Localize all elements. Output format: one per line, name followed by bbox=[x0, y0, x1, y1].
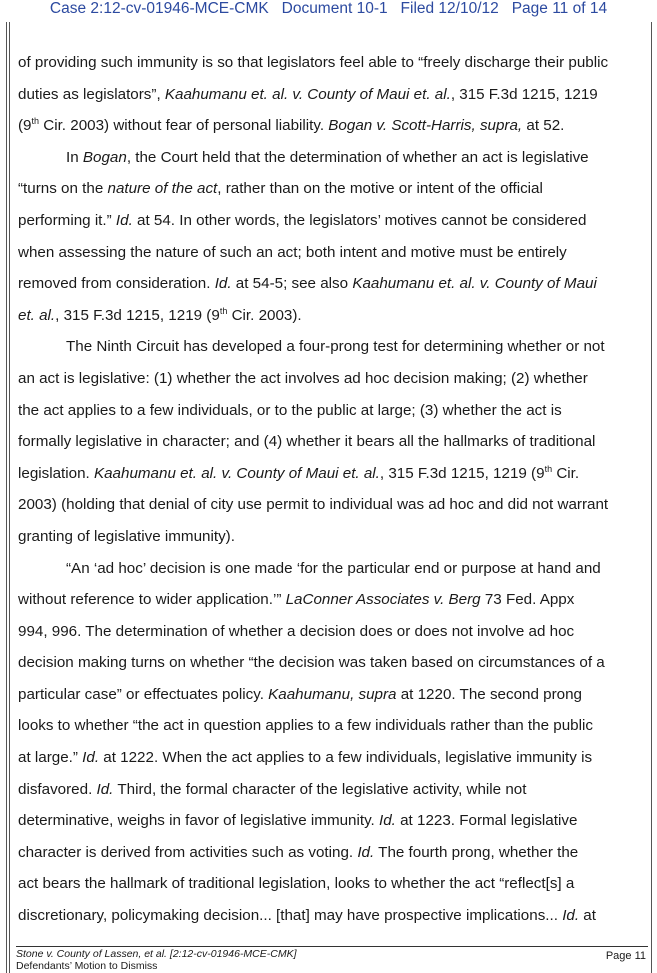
text-line bbox=[18, 710, 648, 742]
text-line bbox=[18, 458, 648, 490]
italic-citation: Bogan bbox=[82, 148, 127, 166]
text-line bbox=[18, 268, 648, 300]
text-run: when assessing the nature of such an act; both intent and motive must be entirely bbox=[18, 243, 567, 261]
italic-citation: LaConner Associates v. Berg bbox=[285, 591, 481, 609]
italic-citation: Kaahumanu et. al. v. County of Maui bbox=[352, 275, 597, 293]
text-line bbox=[18, 553, 648, 585]
text-run: at bbox=[579, 907, 596, 925]
text-line bbox=[18, 237, 648, 269]
text-run: looks to whether “the act in question applies to a few individuals rather than the public bbox=[18, 717, 593, 735]
text-run: “turns on the bbox=[18, 180, 108, 198]
text-run: formally legislative in character; and (4) whether it bears all the hallmarks of traditional bbox=[18, 433, 596, 451]
text-run: act bears the hallmark of traditional legislation, looks to whether the act “reflect[s] a bbox=[18, 875, 575, 893]
text-run: the act applies to a few individuals, or to the public at large; (3) whether the act is bbox=[18, 401, 562, 419]
text-line bbox=[18, 395, 648, 427]
text-run: , 315 F.3d 1215, 1219 bbox=[450, 85, 598, 103]
text-line bbox=[18, 742, 648, 774]
text-run: at 1222. When the act applies to a few individuals, legislative immunity is bbox=[99, 749, 593, 767]
text-line bbox=[18, 331, 648, 363]
text-run: at 1223. Formal legislative bbox=[395, 812, 578, 830]
text-run: determinative, weighs in favor of legislative immunity. bbox=[18, 812, 379, 830]
text-run: Cir. bbox=[552, 464, 580, 482]
page-footer bbox=[16, 948, 648, 972]
text-run: disfavored. bbox=[18, 780, 97, 798]
italic-citation: Kaahumanu et. al. v. County of Maui et. al. bbox=[93, 464, 380, 482]
text-run: (9 bbox=[18, 117, 32, 135]
header-page: Page 11 of 14 bbox=[511, 0, 608, 17]
text-run: particular case” or effectuates policy. bbox=[18, 685, 269, 703]
text-line bbox=[18, 173, 648, 205]
text-run: The fourth prong, whether the bbox=[374, 843, 579, 861]
text-line bbox=[18, 521, 648, 553]
text-line bbox=[18, 205, 648, 237]
text-line bbox=[18, 363, 648, 395]
footer-case-citation: Stone v. County of Lassen, et al. [2:12-cv-01946-MCE-CMK] bbox=[16, 948, 297, 960]
text-line bbox=[18, 774, 648, 806]
text-run: decision making turns on whether “the decision was taken based on circumstances of a bbox=[18, 654, 605, 672]
text-line bbox=[18, 79, 648, 111]
text-run: without reference to wider application.’” bbox=[18, 591, 286, 609]
ordinal-superscript: th bbox=[31, 116, 40, 127]
text-run: “An ‘ad hoc’ decision is one made ‘for the particular end or purpose at hand and bbox=[66, 559, 601, 577]
text-run: Cir. 2003). bbox=[227, 306, 302, 324]
footer-rule bbox=[16, 946, 648, 947]
right-margin-rule bbox=[651, 22, 652, 973]
text-run: 2003) (holding that denial of city use permit to individual was ad hoc and did not warrant bbox=[18, 496, 609, 514]
left-margin-rule bbox=[6, 22, 7, 973]
text-run: an act is legislative: (1) whether the act involves ad hoc decision making; (2) whether bbox=[18, 369, 588, 387]
italic-citation: Id. bbox=[379, 812, 396, 830]
text-run: character is derived from activities such as voting. bbox=[18, 843, 358, 861]
text-line bbox=[18, 837, 648, 869]
text-run: , 315 F.3d 1215, 1219 (9 bbox=[379, 464, 545, 482]
text-run: The Ninth Circuit has developed a four-prong test for determining whether or not bbox=[66, 338, 605, 356]
text-run: Third, the formal character of the legislative activity, while not bbox=[113, 780, 527, 798]
italic-citation: Id. bbox=[357, 843, 375, 861]
text-run: at 52. bbox=[522, 117, 565, 135]
header-filed-date: Filed 12/10/12 bbox=[400, 0, 499, 17]
text-run: 994, 996. The determination of whether a decision does or does not involve ad hoc bbox=[18, 622, 575, 640]
text-line bbox=[18, 616, 648, 648]
text-run: legislation. bbox=[18, 464, 94, 482]
text-line bbox=[18, 647, 648, 679]
header-case-number: Case 2:12-cv-01946-MCE-CMK bbox=[49, 0, 269, 17]
text-run: at 54. In other words, the legislators’ motives cannot be considered bbox=[132, 211, 587, 229]
text-run: 73 Fed. Appx bbox=[480, 591, 575, 609]
footer-page-number: Page 11 bbox=[605, 950, 646, 962]
italic-citation: Id. bbox=[96, 780, 114, 798]
italic-citation: Kaahumanu et. al. v. County of Maui et. al. bbox=[164, 85, 451, 103]
italic-citation: Id. bbox=[562, 907, 580, 925]
italic-citation: Id. bbox=[82, 749, 100, 767]
text-run: In bbox=[66, 148, 83, 166]
italic-citation: et. al. bbox=[18, 306, 56, 324]
footer-document-title: Defendants’ Motion to Dismiss bbox=[16, 960, 158, 972]
left-margin-rule-inner bbox=[9, 22, 10, 973]
italic-citation: Kaahumanu, supra bbox=[268, 685, 397, 703]
ordinal-superscript: th bbox=[219, 305, 228, 316]
text-run: , 315 F.3d 1215, 1219 (9 bbox=[55, 306, 220, 324]
text-run: at large.” bbox=[18, 749, 83, 767]
text-line bbox=[18, 300, 648, 332]
text-run: granting of legislative immunity). bbox=[18, 527, 235, 545]
text-line bbox=[18, 584, 648, 616]
italic-citation: Bogan v. Scott-Harris, supra, bbox=[328, 117, 523, 135]
document-body bbox=[18, 47, 648, 932]
text-line bbox=[18, 805, 648, 837]
text-line bbox=[18, 142, 648, 174]
text-run: at 54-5; see also bbox=[231, 275, 353, 293]
text-line bbox=[18, 426, 648, 458]
text-run: , the Court held that the determination of whether an act is legislative bbox=[126, 148, 589, 166]
text-run: discretionary, policymaking decision... [that] may have prospective implications... bbox=[18, 907, 563, 925]
text-run: performing it.” bbox=[18, 211, 116, 229]
ordinal-superscript: th bbox=[544, 463, 553, 474]
text-line bbox=[18, 110, 648, 142]
header-document: Document 10-1 bbox=[281, 0, 388, 17]
ecf-header bbox=[0, 0, 657, 22]
text-line bbox=[18, 489, 648, 521]
italic-citation: nature of the act bbox=[107, 180, 218, 198]
text-run: removed from consideration. bbox=[18, 275, 215, 293]
text-run: duties as legislators”, bbox=[18, 85, 165, 103]
text-run: of providing such immunity is so that legislators feel able to “freely discharge their public bbox=[18, 54, 609, 71]
italic-citation: Id. bbox=[214, 275, 232, 293]
text-run: at 1220. The second prong bbox=[396, 685, 582, 703]
text-line bbox=[18, 47, 648, 79]
italic-citation: Id. bbox=[115, 211, 133, 229]
text-run: , rather than on the motive or intent of the official bbox=[217, 180, 543, 198]
text-run: Cir. 2003) without fear of personal liability. bbox=[39, 117, 329, 135]
text-line bbox=[18, 868, 648, 900]
text-line bbox=[18, 900, 648, 932]
text-line bbox=[18, 679, 648, 711]
